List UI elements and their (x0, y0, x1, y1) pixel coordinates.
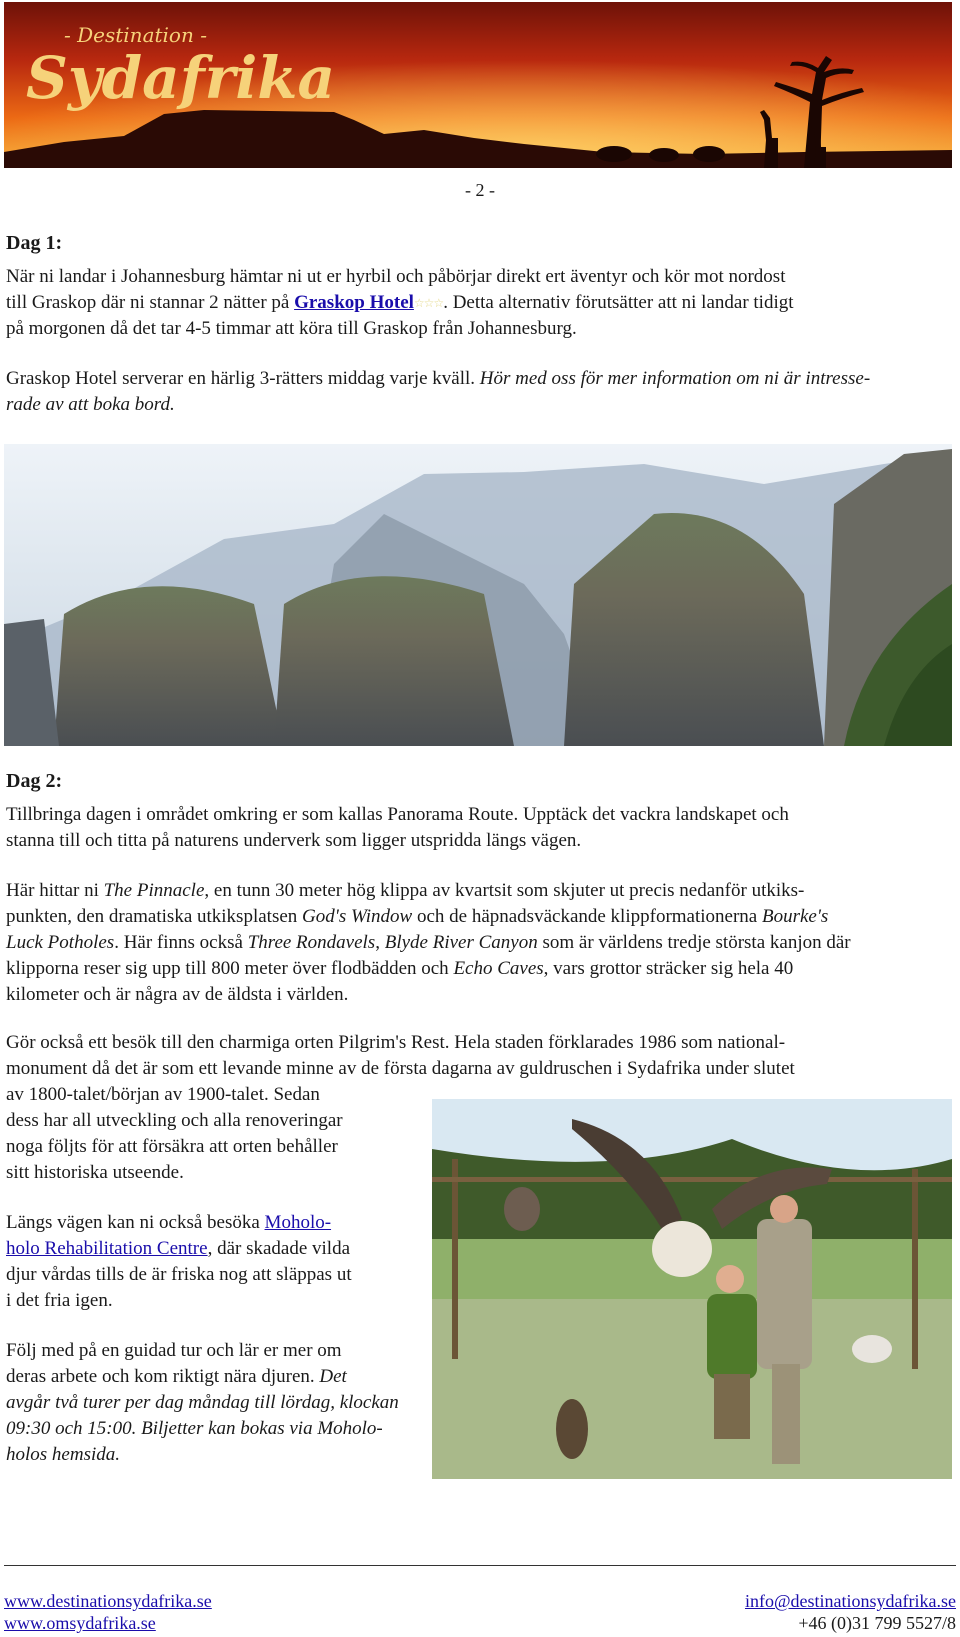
footer-website-link-2[interactable]: www.omsydafrika.se (4, 1613, 156, 1633)
day2-paragraph-3: Gör också ett besök till den charmiga orten Pilgrim's Rest. Hela staden förklarades 1986 som national- monument då det är som ett levande minne av de första dagarna av guldruschen i Sydafrika under slutet av 1800-talet/början av 1900-talet. Sedan dess har all utveckling och alla renoveringar noga följts för att försäkra att orten behåller sitt historiska utseende. (6, 1032, 795, 1183)
day1-paragraph-2: Graskop Hotel serverar en härlig 3-rätters middag varje kväll. Hör med oss för mer information om ni är intresse- rade av att boka bord. (6, 368, 871, 415)
footer-left (4, 1590, 212, 1634)
graskop-hotel-link[interactable]: Graskop Hotel (294, 292, 414, 313)
header-banner (4, 2, 952, 168)
page-number: - 2 - (465, 180, 495, 200)
footer-website-link[interactable]: www.destinationsydafrika.se (4, 1591, 212, 1611)
moholoholo-link-part2[interactable]: holo Rehabilitation Centre (6, 1238, 208, 1259)
day2-paragraph-1: Tillbringa dagen i området omkring er som kallas Panorama Route. Upptäck det vackra landskapet och stanna till och titta på naturens underverk som ligger utspridda längs vägen. (6, 804, 789, 851)
footer-right (745, 1590, 956, 1634)
blyde-river-canyon-photo (4, 444, 952, 746)
day1-paragraph-1: När ni landar i Johannesburg hämtar ni ut er hyrbil och påbörjar direkt ert äventyr och kör mot nordost till Graskop där ni stannar 2 nätter på Graskop Hotel☆☆☆. Detta alternativ förutsätter att ni landar tidigt på morgonen då det tar 4-5 timmar att köra till Graskop från Johannesburg. (6, 266, 794, 339)
banner-logo-large: Sydafrika (26, 44, 336, 112)
hotel-rating-stars-icon: ☆☆☆ (413, 296, 444, 310)
day2-paragraph-5: Följ med på en guidad tur och lär er mer om deras arbete och kom riktigt nära djuren. Det avgår två turer per dag måndag till lördag, klockan 09:30 och 15:00. Biljetter kan bokas via Moholo- holos hemsida. (6, 1340, 399, 1465)
day2-heading: Dag 2: (6, 770, 63, 792)
banner-logo-small: - Destination - (64, 23, 207, 47)
footer-phone: +46 (0)31 799 5527/8 (798, 1613, 956, 1633)
day2-paragraph-4: Längs vägen kan ni också besöka Moholo- holo Rehabilitation Centre, där skadade vilda djur vårdas tills de är friska nog att släppas ut i det fria igen. (6, 1212, 352, 1311)
footer-divider (4, 1565, 956, 1566)
moholoholo-link-part1[interactable]: Moholo- (264, 1212, 332, 1233)
vulture-rehabilitation-photo (432, 1099, 952, 1479)
day1-heading: Dag 1: (6, 232, 63, 254)
footer-email-link[interactable]: info@destinationsydafrika.se (744, 1591, 956, 1611)
day2-paragraph-2: Här hittar ni The Pinnacle, en tunn 30 meter hög klippa av kvartsit som skjuter ut precis nedanför utkiks- punkten, den dramatiska utkiksplatsen God's Window och de häpnadsväckande klippformationerna Bourke's Luck Potholes. Här finns också Three Rondavels, Blyde River Canyon som är världens tredje största kanjon där klipporna reser sig upp till 800 meter över flodbädden och Echo Caves, vars grottor sträcker sig hela 40 kilometer och är några av de äldsta i världen. (6, 880, 851, 1005)
